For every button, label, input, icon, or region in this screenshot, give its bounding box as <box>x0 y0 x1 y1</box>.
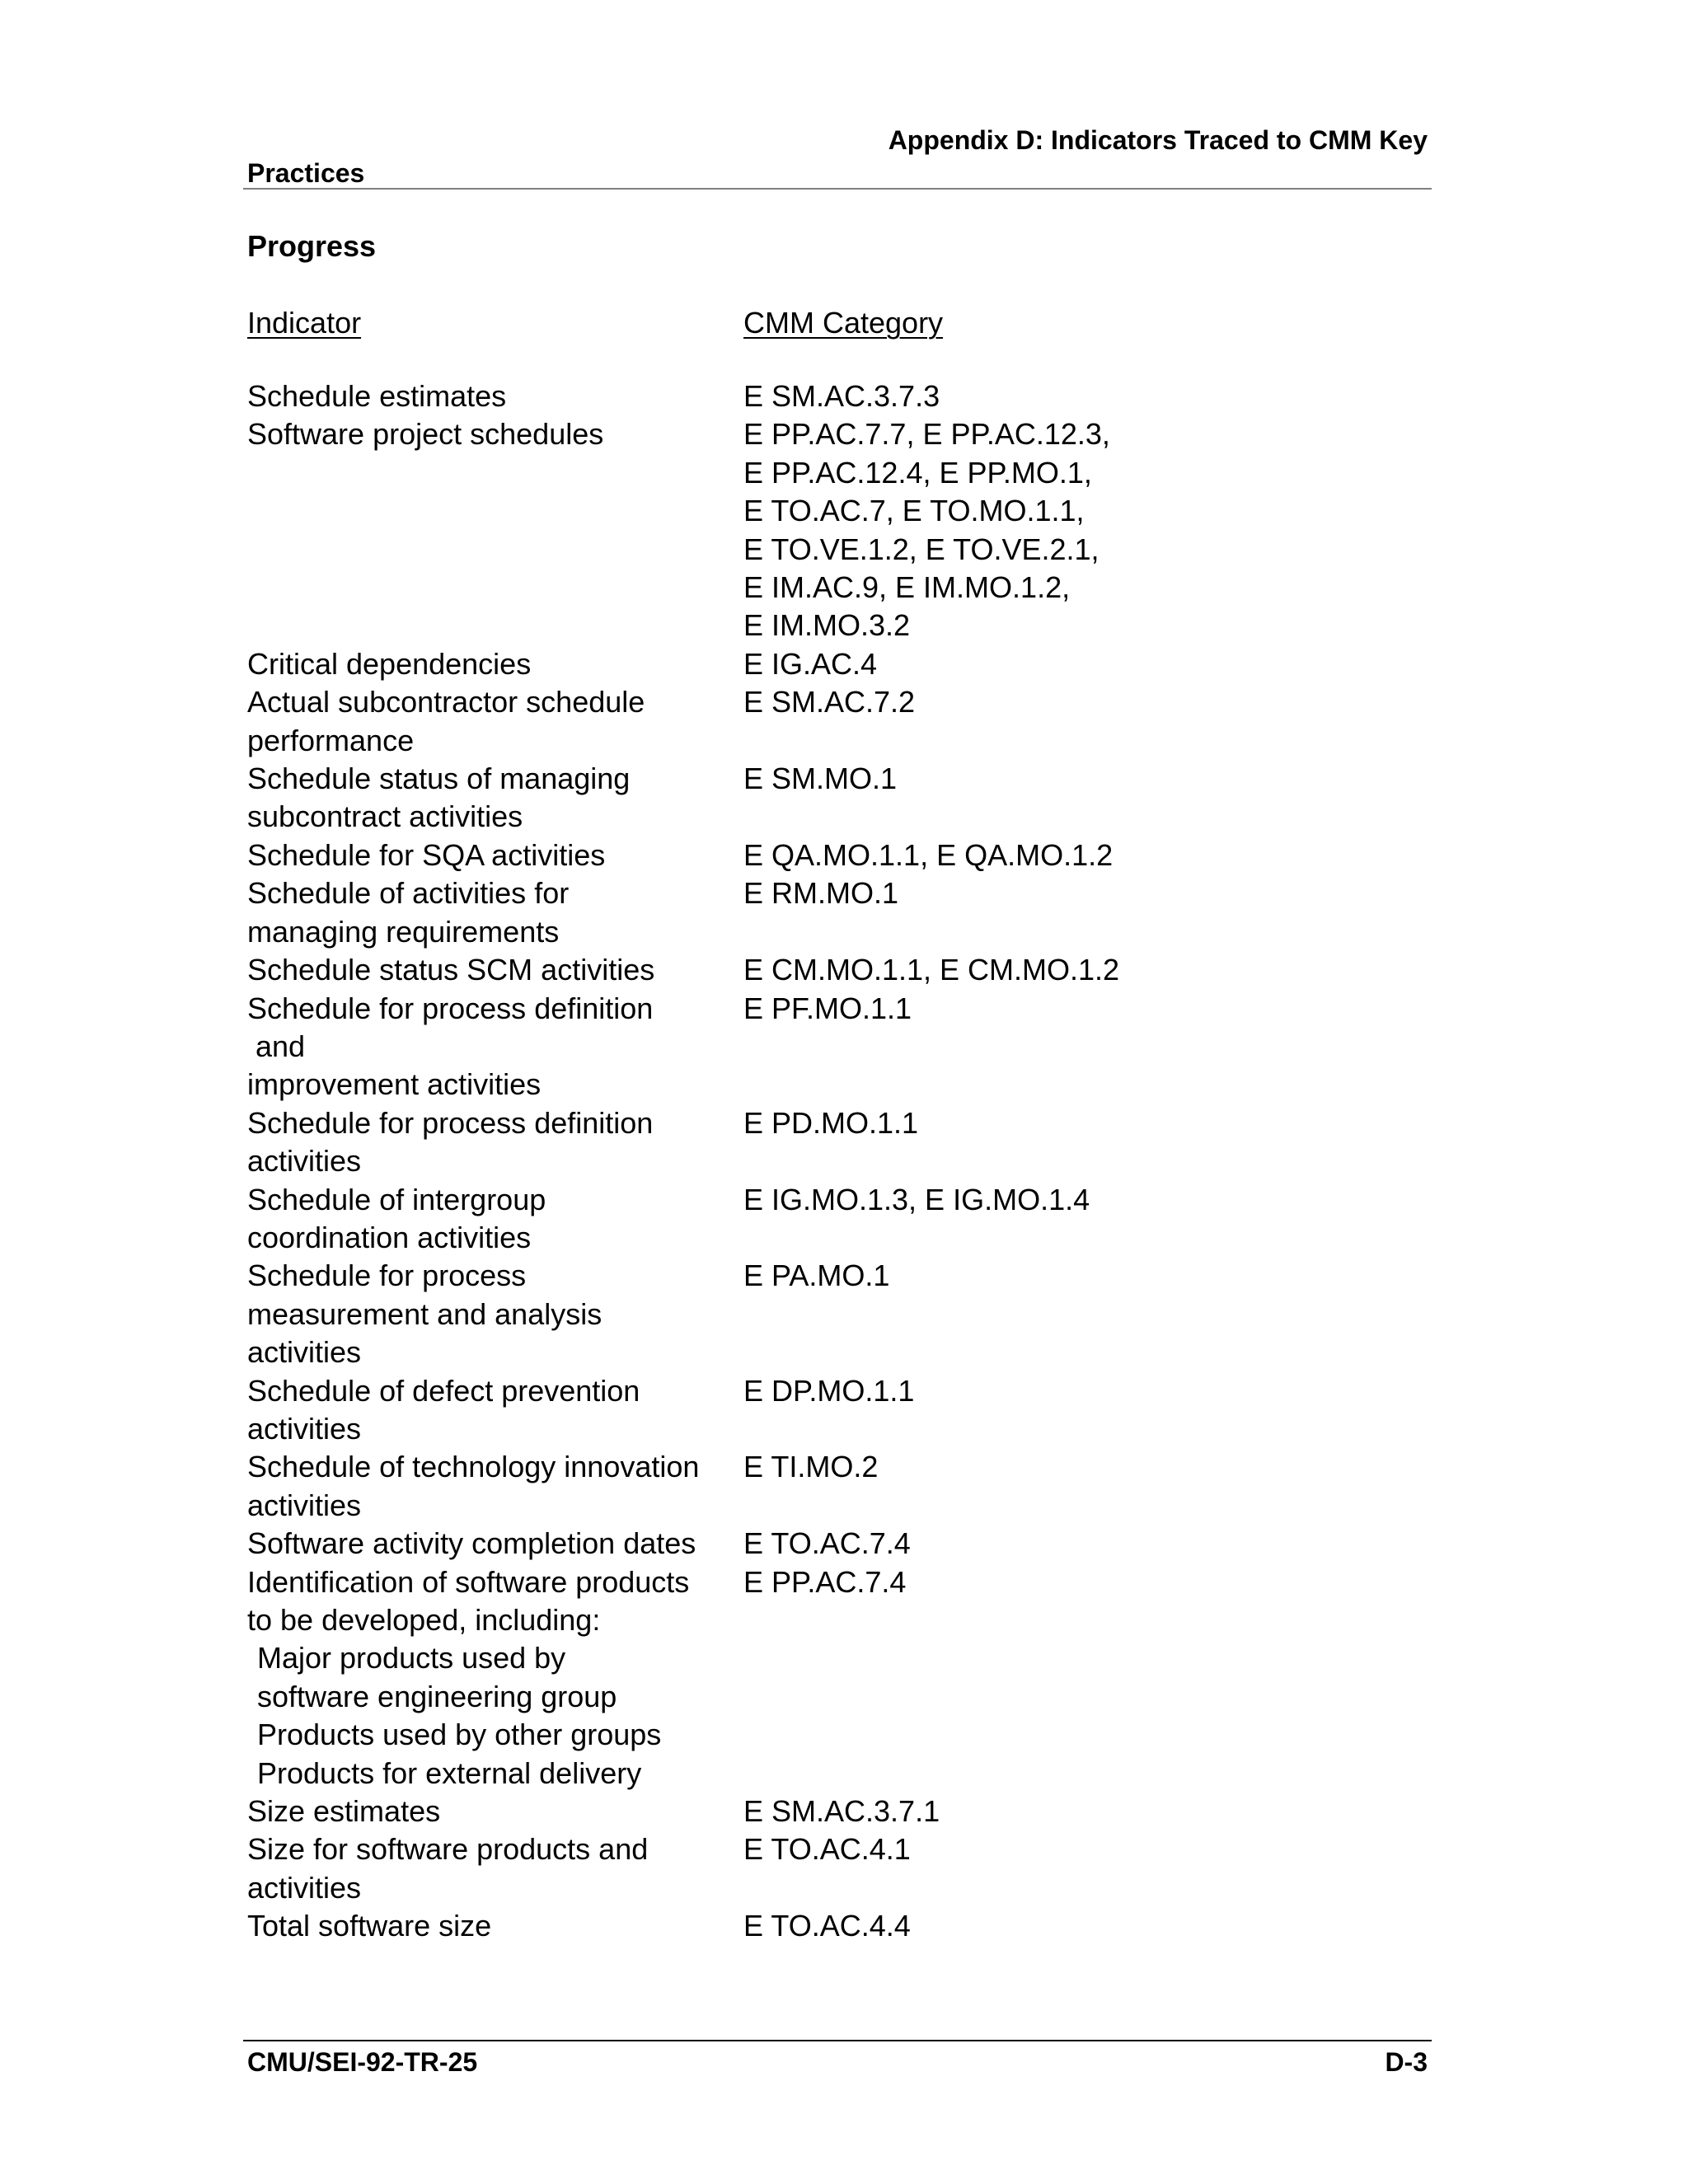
column-header-cmm-category: CMM Category <box>743 306 944 340</box>
indicator-text: performance <box>247 723 415 757</box>
cmm-category-cell <box>743 1257 1418 1295</box>
indicator-cell <box>247 760 743 837</box>
table-row <box>247 683 1418 760</box>
cmm-category-text: E DP.MO.1.1 <box>743 1373 915 1408</box>
indicator-text: coordination activities <box>247 1220 532 1254</box>
table-row <box>247 1563 1418 1793</box>
cmm-category-text: E TO.AC.7, E TO.MO.1.1, <box>743 494 1085 528</box>
cmm-category-cell <box>743 1563 1418 1601</box>
indicator-text: Software project schedules <box>247 417 604 452</box>
section-title: Progress <box>247 229 377 263</box>
indicator-text: Software activity completion dates <box>247 1526 696 1561</box>
cmm-category-text: E IM.MO.3.2 <box>743 608 911 643</box>
indicator-text: Critical dependencies <box>247 646 532 681</box>
indicator-cell <box>247 874 743 951</box>
indicator-cell <box>247 1830 743 1907</box>
indicator-text: Major products used by <box>257 1641 566 1675</box>
table-row <box>247 1181 1418 1258</box>
column-header-indicator: Indicator <box>247 306 362 340</box>
header-divider <box>243 188 1432 190</box>
indicator-cell <box>247 837 743 874</box>
indicator-text: Total software size <box>247 1909 492 1943</box>
cmm-category-text: E RM.MO.1 <box>743 876 899 911</box>
cmm-category-cell <box>743 683 1418 721</box>
cmm-category-cell <box>743 1104 1418 1142</box>
indicator-text: improvement activities <box>247 1067 542 1102</box>
cmm-category-text: E SM.MO.1 <box>743 762 898 796</box>
cmm-category-cell <box>743 415 1418 644</box>
indicator-cell <box>247 377 743 415</box>
cmm-category-text: E CM.MO.1.1, E CM.MO.1.2 <box>743 953 1120 987</box>
indicator-cell <box>247 990 743 1104</box>
cmm-category-cell <box>743 990 1418 1028</box>
indicator-text: Schedule status SCM activities <box>247 953 655 987</box>
indicator-cell <box>247 645 743 683</box>
indicator-cell <box>247 951 743 989</box>
cmm-category-cell <box>743 645 1418 683</box>
cmm-category-cell <box>743 1830 1418 1868</box>
indicator-text: Schedule for process definition <box>247 1105 654 1140</box>
table-row <box>247 377 1418 415</box>
table-row <box>247 1104 1418 1181</box>
indicator-cell <box>247 1793 743 1830</box>
cmm-category-cell <box>743 1525 1418 1563</box>
table-row <box>247 990 1418 1104</box>
cmm-category-text: E QA.MO.1.1, E QA.MO.1.2 <box>743 837 1114 872</box>
cmm-category-text: E TO.AC.4.4 <box>743 1909 911 1943</box>
indicator-text: Schedule for process <box>247 1258 527 1293</box>
indicator-text: activities <box>247 1411 362 1446</box>
indicator-text: Schedule for SQA activities <box>247 837 606 872</box>
indicator-cell <box>247 683 743 760</box>
table-row <box>247 1525 1418 1563</box>
table-row <box>247 1372 1418 1449</box>
indicator-text: Products for external delivery <box>257 1755 642 1790</box>
indicator-text: activities <box>247 1870 362 1905</box>
cmm-category-cell <box>743 837 1418 874</box>
cmm-category-text: E PP.AC.12.4, E PP.MO.1, <box>743 455 1092 490</box>
cmm-category-cell <box>743 1372 1418 1410</box>
cmm-category-text: E PA.MO.1 <box>743 1258 890 1293</box>
indicator-text: Schedule estimates <box>247 379 507 413</box>
cmm-category-text: E SM.AC.3.7.3 <box>743 379 940 413</box>
cmm-category-cell <box>743 760 1418 798</box>
indicator-text: Size for software products and <box>247 1832 649 1867</box>
cmm-category-text: E PD.MO.1.1 <box>743 1105 919 1140</box>
running-header-continuation: Practices <box>247 158 365 188</box>
indicator-table <box>247 377 1418 1946</box>
cmm-category-text: E PP.AC.7.4 <box>743 1564 907 1599</box>
indicator-text: Schedule status of managing <box>247 762 631 796</box>
table-row <box>247 1257 1418 1371</box>
cmm-category-cell <box>743 1448 1418 1486</box>
indicator-text: managing requirements <box>247 914 560 949</box>
table-row <box>247 951 1418 989</box>
cmm-category-cell <box>743 951 1418 989</box>
indicator-cell <box>247 1372 743 1449</box>
indicator-text: Schedule of activities for <box>247 876 570 911</box>
indicator-text: activities <box>247 1144 362 1179</box>
cmm-category-text: E IG.MO.1.3, E IG.MO.1.4 <box>743 1182 1090 1216</box>
indicator-text: measurement and analysis <box>247 1296 603 1331</box>
indicator-text: software engineering group <box>257 1679 617 1713</box>
indicator-cell <box>247 1104 743 1181</box>
table-row <box>247 837 1418 874</box>
indicator-text: Schedule of intergroup <box>247 1182 546 1216</box>
indicator-text: Size estimates <box>247 1794 441 1829</box>
indicator-text: activities <box>247 1488 362 1522</box>
cmm-category-text: E IG.AC.4 <box>743 646 878 681</box>
indicator-text: to be developed, including: <box>247 1603 601 1637</box>
table-row <box>247 1907 1418 1945</box>
cmm-category-text: E SM.AC.7.2 <box>743 685 916 719</box>
indicator-text: Actual subcontractor schedule <box>247 685 645 719</box>
report-number: CMU/SEI-92-TR-25 <box>247 2047 478 2077</box>
cmm-category-text: E PP.AC.7.7, E PP.AC.12.3, <box>743 417 1110 452</box>
cmm-category-text: E TO.VE.1.2, E TO.VE.2.1, <box>743 532 1100 566</box>
cmm-category-text: E SM.AC.3.7.1 <box>743 1794 940 1829</box>
table-row <box>247 874 1418 951</box>
indicator-cell <box>247 415 743 453</box>
table-row <box>247 415 1418 644</box>
footer-divider <box>243 2040 1432 2041</box>
cmm-category-text: E TO.AC.4.1 <box>743 1832 911 1867</box>
indicator-text: subcontract activities <box>247 799 523 834</box>
cmm-category-text: E IM.AC.9, E IM.MO.1.2, <box>743 570 1071 605</box>
running-header-title: Appendix D: Indicators Traced to CMM Key <box>888 125 1428 155</box>
cmm-category-cell <box>743 1181 1418 1219</box>
table-row <box>247 1448 1418 1525</box>
indicator-text: Products used by other groups <box>257 1718 662 1752</box>
indicator-text: Identification of software products <box>247 1564 690 1599</box>
table-row <box>247 1830 1418 1907</box>
cmm-category-cell <box>743 1907 1418 1945</box>
indicator-text: Schedule of defect prevention <box>247 1373 640 1408</box>
indicator-cell <box>247 1563 743 1793</box>
table-row <box>247 645 1418 683</box>
cmm-category-text: E TI.MO.2 <box>743 1450 879 1484</box>
indicator-text: Schedule of technology innovation <box>247 1450 700 1484</box>
indicator-cell <box>247 1907 743 1945</box>
cmm-category-text: E PF.MO.1.1 <box>743 991 912 1025</box>
indicator-cell <box>247 1181 743 1258</box>
cmm-category-cell <box>743 377 1418 415</box>
table-row <box>247 1793 1418 1830</box>
cmm-category-cell <box>743 874 1418 912</box>
page-number: D-3 <box>1385 2047 1428 2077</box>
indicator-text: and <box>247 1029 306 1063</box>
indicator-text: Schedule for process definition <box>247 991 654 1025</box>
cmm-category-cell <box>743 1793 1418 1830</box>
indicator-cell <box>247 1525 743 1563</box>
cmm-category-text: E TO.AC.7.4 <box>743 1526 911 1561</box>
indicator-cell <box>247 1448 743 1525</box>
indicator-cell <box>247 1257 743 1371</box>
indicator-text: activities <box>247 1335 362 1370</box>
table-row <box>247 760 1418 837</box>
